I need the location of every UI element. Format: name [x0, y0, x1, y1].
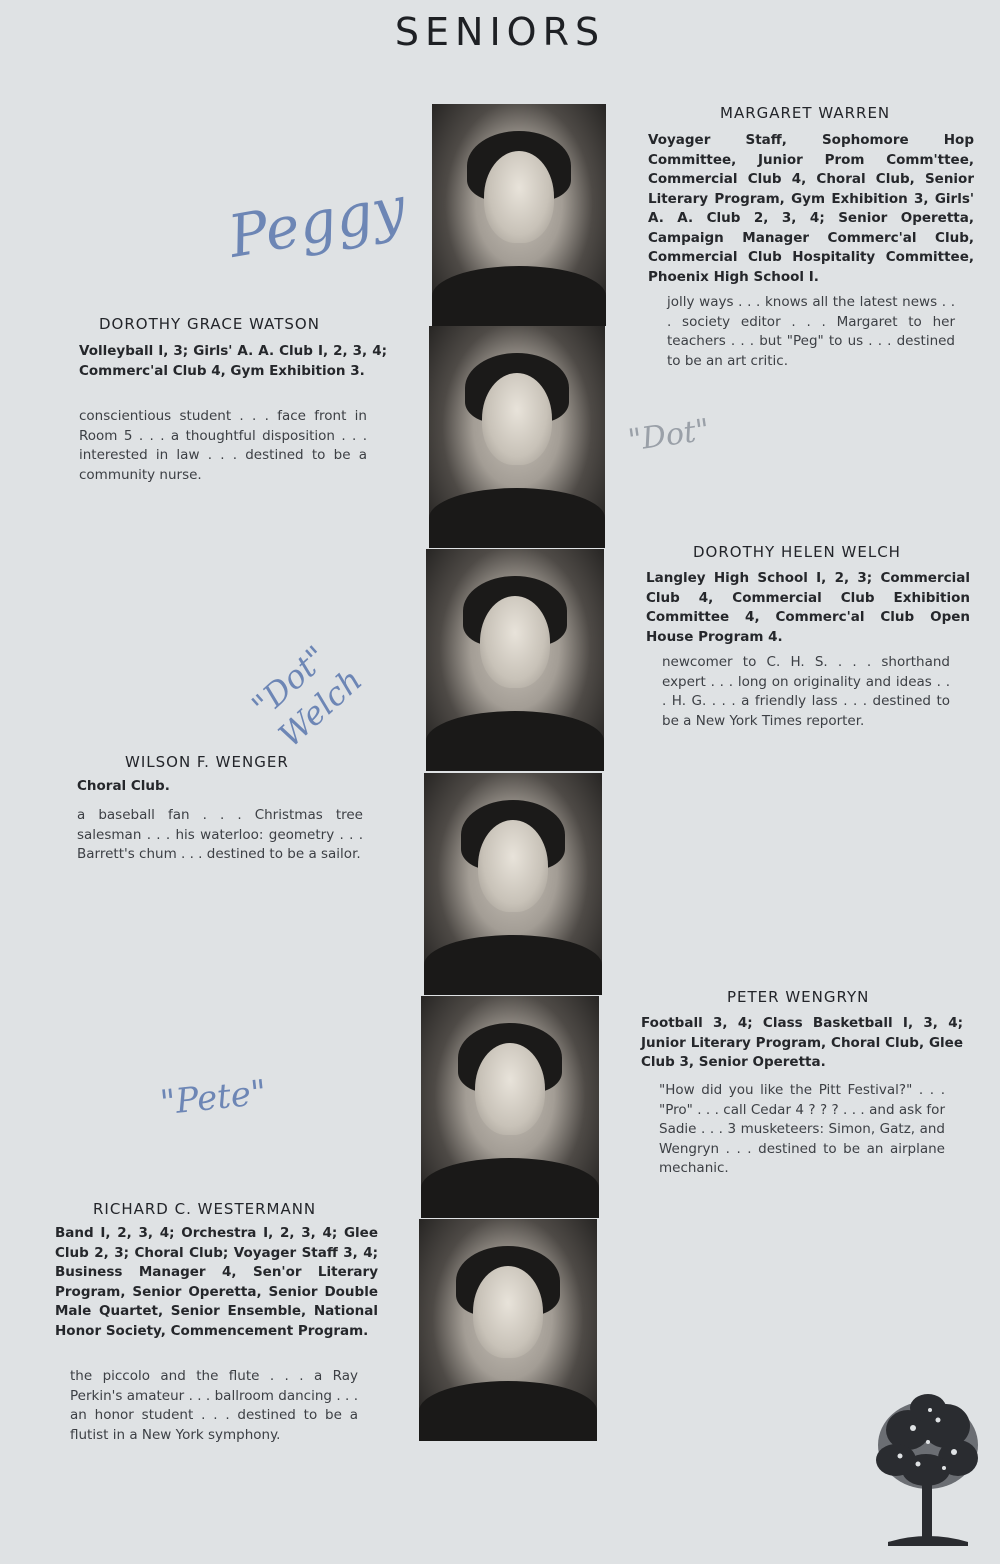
senior-description: "How did you like the Pitt Festival?" . . . "Pro" . . . call Cedar 4 ? ? ? . . . and ask for Sadie . . . 3 musketeers: Simon, Gatz, and Wengryn . . . destined to be an airplane mechanic. [659, 1082, 945, 1176]
senior-description: jolly ways . . . knows all the latest news . . . society editor . . . Margaret to her teachers . . . but "Peg" to us . . . destined to be an art critic. [667, 294, 955, 369]
handwritten-signature: "Dot" [625, 412, 712, 459]
portrait-dorothy-helen-welch [426, 549, 604, 771]
senior-activities: Langley High School I, 2, 3; Commercial Club 4, Commercial Club Exhibition Committee 4, Commerc'al Club Open House Program 4. [646, 570, 970, 645]
senior-description: newcomer to C. H. S. . . . shorthand expert . . . long on originality and ideas . . . H. G. . . . a friendly lass . . . destined to be a New York Times reporter. [662, 654, 950, 729]
senior-activities: Band I, 2, 3, 4; Orchestra I, 2, 3, 4; Glee Club 2, 3; Choral Club; Voyager Staff 3, 4; Business Manager 4, Sen'or Literary Program, Senior Operetta, Senior Double Male Quartet, Senior Ensemble, National Honor Society, Commencement Program. [55, 1225, 378, 1339]
portrait-dorothy-grace-watson [429, 326, 605, 548]
senior-name: DOROTHY HELEN WELCH [693, 543, 901, 561]
handwritten-signature: Peggy [223, 173, 411, 271]
senior-activities: Choral Club. [77, 778, 170, 794]
senior-name: PETER WENGRYN [727, 988, 870, 1006]
senior-activities: Football 3, 4; Class Basketball I, 3, 4; Junior Literary Program, Choral Club, Glee Club 3, Senior Operetta. [641, 1015, 963, 1070]
senior-name: MARGARET WARREN [720, 104, 891, 122]
senior-activities: Volleyball I, 3; Girls' A. A. Club I, 2, 3, 4; Commerc'al Club 4, Gym Exhibition 3. [79, 343, 387, 379]
portrait-richard-westermann [419, 1219, 597, 1441]
senior-name: WILSON F. WENGER [125, 753, 289, 771]
tree-illustration [868, 1390, 986, 1550]
senior-description: a baseball fan . . . Christmas tree salesman . . . his waterloo: geometry . . . Barrett's chum . . . destined to be a sailor. [77, 807, 363, 862]
portrait-margaret-warren [432, 104, 606, 326]
page-title: SENIORS [394, 10, 606, 54]
senior-name: DOROTHY GRACE WATSON [99, 315, 320, 333]
portrait-wilson-wenger [424, 773, 602, 995]
senior-description: conscientious student . . . face front in Room 5 . . . a thoughtful disposition . . . interested in law . . . destined to be a community nurse. [79, 408, 367, 483]
portrait-peter-wengryn [421, 996, 599, 1218]
handwritten-signature: "Dot" Welch [244, 638, 370, 755]
senior-activities: Voyager Staff, Sophomore Hop Committee, Junior Prom Comm'ttee, Commercial Club 4, Choral Club, Senior Literary Program, Gym Exhibition 3, Girls' A. A. Club 2, 3, 4; Senior Operetta, Campaign Manager Commerc'al Club, Commercial Club Hospitality Committee, Phoenix High School I. [648, 132, 974, 285]
senior-description: the piccolo and the flute . . . a Ray Perkin's amateur . . . ballroom dancing . . . an honor student . . . destined to be a flutist in a New York symphony. [70, 1368, 358, 1443]
handwritten-signature: "Pete" [158, 1072, 269, 1124]
senior-name: RICHARD C. WESTERMANN [93, 1200, 317, 1218]
